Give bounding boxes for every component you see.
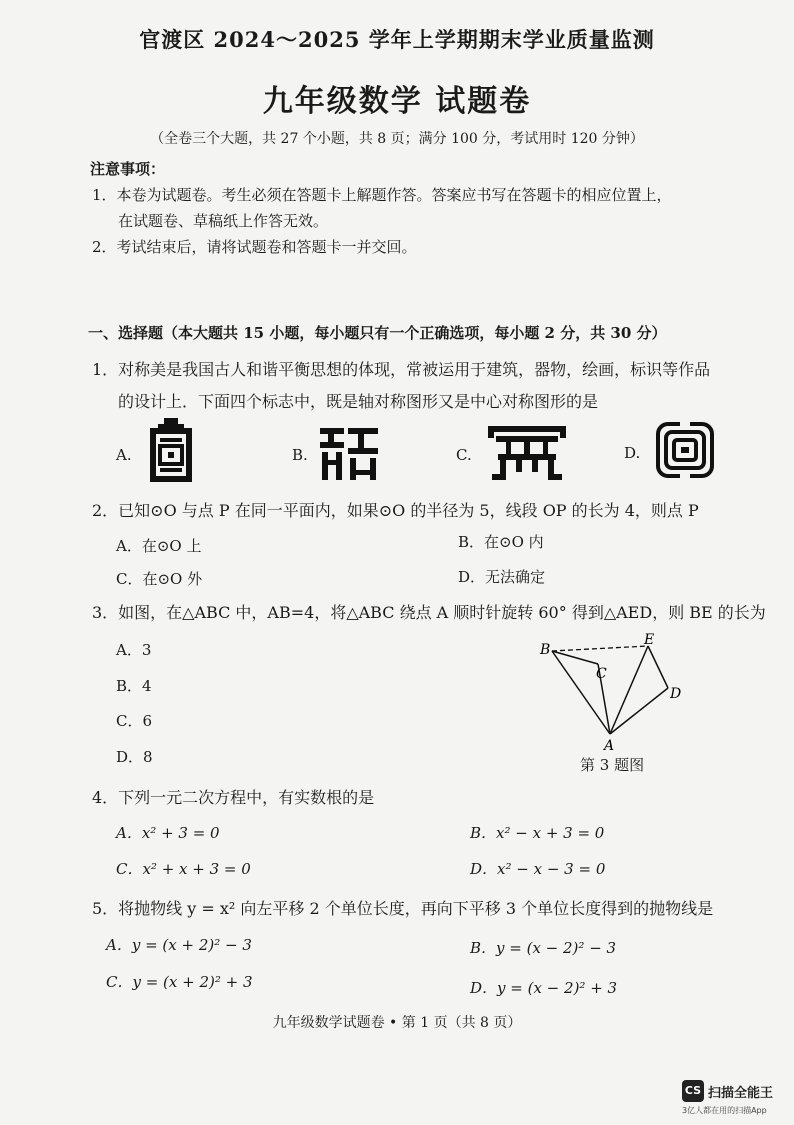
scanner-tagline: 3亿人都在用的扫描App <box>682 1106 767 1115</box>
scanner-name: 扫描全能王 <box>708 1086 774 1101</box>
exam-title-line1: 官渡区 2024～2025 学年上学期期末学业质量监测 <box>139 27 655 52</box>
q3-option-c: C．6 <box>116 712 153 730</box>
q2-option-c: C．在⊙O 外 <box>116 570 203 588</box>
q1-stem-line2: 的设计上．下面四个标志中，既是轴对称图形又是中心对称图形的是 <box>118 392 599 411</box>
scanner-watermark <box>682 1080 794 1120</box>
q3-figure-caption: 第 3 题图 <box>580 756 645 774</box>
q2-option-b: B．在⊙O 内 <box>458 533 544 551</box>
q1-option-c-label: C. <box>456 446 472 464</box>
note-1-line2: 在试题卷、草稿纸上作答无效。 <box>118 212 329 230</box>
q1-logo-a-icon <box>146 416 196 484</box>
scanner-logo-icon: CS <box>682 1080 704 1102</box>
q3-stem: 3．如图，在△ABC 中，AB=4，将△ABC 绕点 A 顺时针旋转 60° 得到△AED，则 BE 的长为 <box>92 603 766 622</box>
q5-option-c: C．y = (x + 2)² + 3 <box>106 973 253 991</box>
q4-option-c: C．x² + x + 3 = 0 <box>116 860 251 878</box>
q1-option-b-label: B. <box>292 446 308 464</box>
q5-option-d: D．y = (x − 2)² + 3 <box>470 979 618 997</box>
note-1-line1: 1．本卷为试题卷。考生必须在答题卡上解题作答。答案应书写在答题卡的相应位置上， <box>92 186 672 204</box>
q2-option-d: D．无法确定 <box>458 568 546 586</box>
q4-option-a: A．x² + 3 = 0 <box>116 824 220 842</box>
point-d-label: D <box>670 686 682 702</box>
q1-logo-b-icon <box>318 426 380 482</box>
q5-option-b: B．y = (x − 2)² − 3 <box>470 939 617 957</box>
q4-stem: 4．下列一元二次方程中，有实数根的是 <box>92 788 375 807</box>
point-a-label: A <box>604 738 615 754</box>
exam-title-line2: 九年级数学 试题卷 <box>262 84 532 119</box>
note-2: 2．考试结束后，请将试题卷和答题卡一并交回。 <box>92 238 417 256</box>
q3-option-d: D．8 <box>116 748 153 766</box>
q5-option-a: A．y = (x + 2)² − 3 <box>106 936 252 954</box>
q2-stem: 2．已知⊙O 与点 P 在同一平面内，如果⊙O 的半径为 5，线段 OP 的长为 4，则点 P <box>92 501 699 520</box>
point-c-label: C <box>596 666 607 682</box>
page-footer: 九年级数学试题卷 • 第 1 页（共 8 页） <box>272 1015 522 1031</box>
q1-logo-d-icon <box>654 420 716 480</box>
point-e-label: E <box>644 632 655 648</box>
section1-heading: 一、选择题（本大题共 15 小题，每小题只有一个正确选项，每小题 2 分，共 30 分） <box>88 324 667 342</box>
exam-info: （全卷三个大题，共 27 个小题，共 8 页；满分 100 分，考试用时 120 分钟） <box>150 131 644 147</box>
q3-option-a: A．3 <box>116 641 152 659</box>
q3-option-b: B．4 <box>116 677 152 695</box>
notes-heading: 注意事项： <box>90 160 166 178</box>
q3-figure <box>530 628 700 754</box>
point-b-label: B <box>540 642 551 658</box>
q4-option-d: D．x² − x − 3 = 0 <box>470 860 606 878</box>
q4-option-b: B．x² − x + 3 = 0 <box>470 824 605 842</box>
q1-logo-c-icon <box>486 424 568 482</box>
q1-stem-line1: 1．对称美是我国古人和谐平衡思想的体现，常被运用于建筑，器物，绘画，标识等作品 <box>92 360 711 379</box>
q1-option-d-label: D. <box>624 444 641 462</box>
q5-stem: 5．将抛物线 y = x² 向左平移 2 个单位长度，再向下平移 3 个单位长度得到的抛物线是 <box>92 899 714 918</box>
q2-option-a: A．在⊙O 上 <box>116 537 202 555</box>
q1-option-a-label: A. <box>116 446 132 464</box>
